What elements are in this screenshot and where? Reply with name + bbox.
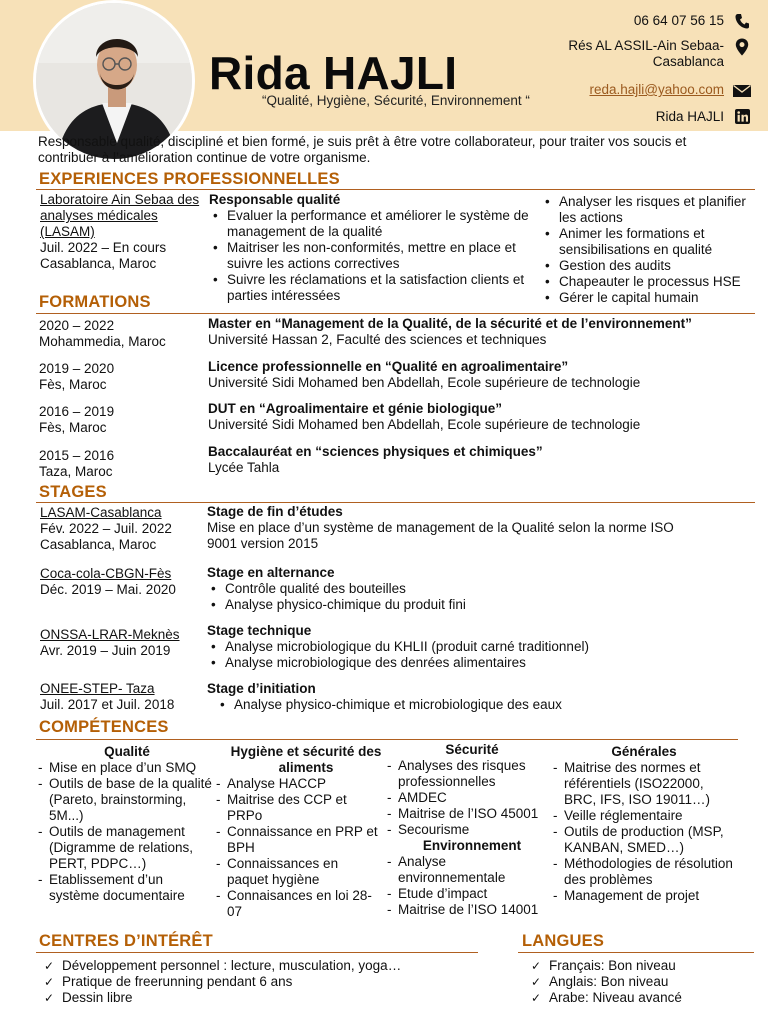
langues-block <box>527 958 757 1006</box>
interets-list <box>40 958 480 1006</box>
stage-type: Stage en alternance <box>207 565 335 580</box>
experience-location: Casablanca, Maroc <box>40 256 157 271</box>
formation-details <box>208 401 758 433</box>
list-item: - Outils de management (Digramme de relations, PERT, PDPC…) <box>38 824 216 872</box>
experience-company: Laboratoire Ain Sebaa des analyses médicales (LASAM) <box>40 192 200 239</box>
list-item: • Contrôle qualité des bouteilles <box>207 581 707 597</box>
experience-tasks-right <box>541 194 746 306</box>
experience-role: Responsable qualité <box>209 192 341 207</box>
stage-description: Mise en place d’un système de management de la Qualité selon la norme ISO 9001 version 2015 <box>207 520 674 551</box>
list-item: • Maitriser les non-conformités, mettre en place et suivre les actions correctives <box>209 240 535 272</box>
list-item: - Maitrise de l’ISO 14001 <box>387 902 557 918</box>
interets-block <box>40 958 480 1006</box>
formation-school: Université Sidi Mohamed ben Abdellah, Ecole supérieure de technologie <box>208 375 641 390</box>
list-item: - Connaisances en loi 28-07 <box>216 888 382 920</box>
contact-address <box>568 38 752 70</box>
formation-details <box>208 359 758 391</box>
competence-title: Hygiène et sécurité des aliments <box>230 744 382 775</box>
stage-dates: Déc. 2019 – Mai. 2020 <box>40 582 176 597</box>
formation-school: Lycée Tahla <box>208 460 280 475</box>
section-rule-interets <box>36 952 478 953</box>
list-item: • Chapeauter le processus HSE <box>541 274 746 290</box>
stage-location: Casablanca, Maroc <box>40 537 157 552</box>
section-title-langues: LANGUES <box>522 932 605 950</box>
linkedin-icon <box>732 109 752 124</box>
formation-location: Mohammedia, Maroc <box>39 334 166 349</box>
list-item: • Analyse microbiologique du KHLII (produit carné traditionnel) <box>207 639 747 655</box>
profile-summary: Responsable qualité, discipliné et bien formé, je suis prêt à être votre collaborateur, pour traiter vos soucis et contribuer à l’amélioration continue de votre organisme. <box>38 134 687 165</box>
list-item: - AMDEC <box>387 790 557 806</box>
list-item: - Etablissement d’un système documentaire <box>38 872 216 904</box>
section-rule-langues <box>518 952 754 953</box>
competence-list <box>387 758 557 838</box>
contact-email <box>589 82 752 98</box>
formation-details <box>208 316 758 348</box>
list-item: - Outils de production (MSP, KANBAN, SMED…) <box>553 824 735 856</box>
list-item: • Analyse physico-chimique du produit fini <box>207 597 707 613</box>
stage-type: Stage technique <box>207 623 312 638</box>
stage-company: ONEE-STEP- Taza <box>40 681 155 696</box>
stage-bullets <box>207 639 747 671</box>
list-item: ✓ Dessin libre <box>40 990 480 1006</box>
stage-dates: Fév. 2022 – Juil. 2022 <box>40 521 172 536</box>
list-item: ✓ Français: Bon niveau <box>527 958 757 974</box>
list-item: - Maitrise des CCP et PRPo <box>216 792 382 824</box>
list-item: • Animer les formations et sensibilisations en qualité <box>541 226 746 258</box>
section-title-interets: CENTRES D’INTÉRÊT <box>39 932 213 950</box>
location-pin-icon <box>732 38 752 56</box>
stage-type: Stage d’initiation <box>207 681 316 696</box>
formation-degree: Baccalauréat en “sciences physiques et chimiques” <box>208 444 543 459</box>
list-item: • Evaluer la performance et améliorer le système de management de la qualité <box>209 208 535 240</box>
formation-meta <box>39 404 114 436</box>
formation-location: Fès, Maroc <box>39 377 107 392</box>
list-item: - Etude d’impact <box>387 886 557 902</box>
list-item: - Connaissance en PRP et BPH <box>216 824 382 856</box>
competence-list <box>387 854 557 918</box>
experience-tasks-right-block <box>541 194 746 306</box>
list-item: - Maitrise des normes et référentiels (ISO22000, BRC, IFS, ISO 19011…) <box>553 760 735 808</box>
stage-company: LASAM-Casablanca <box>40 505 162 520</box>
experience-entry-meta <box>40 192 200 272</box>
stage-details <box>207 623 747 671</box>
competence-title-environnement: Environnement <box>422 838 522 853</box>
competence-list <box>553 760 735 904</box>
stage-details <box>207 504 707 552</box>
list-item: - Mise en place d’un SMQ <box>38 760 216 776</box>
list-item: - Analyse environnementale <box>387 854 557 886</box>
contact-linkedin <box>656 109 752 125</box>
list-item: - Analyses des risques professionnelles <box>387 758 557 790</box>
langues-list <box>527 958 757 1006</box>
list-item: - Maitrise de l’ISO 45001 <box>387 806 557 822</box>
formation-degree: Master en “Management de la Qualité, de la sécurité et de l’environnement” <box>208 316 692 331</box>
list-item: - Connaissances en paquet hygiène <box>216 856 382 888</box>
list-item: ✓ Pratique de freerunning pendant 6 ans <box>40 974 480 990</box>
envelope-icon <box>732 82 752 97</box>
email-link[interactable]: reda.hajli@yahoo.com <box>589 82 724 97</box>
competence-column-hygiene <box>216 744 382 920</box>
linkedin-name[interactable]: Rida HAJLI <box>655 109 724 124</box>
section-title-competences: COMPÉTENCES <box>39 718 169 736</box>
competence-column-generales <box>553 744 735 904</box>
experience-entry-details <box>209 192 535 304</box>
formation-dates: 2016 – 2019 <box>39 404 115 419</box>
candidate-name: Rida HAJLI <box>209 47 458 99</box>
list-item: - Méthodologies de résolution des problèmes <box>553 856 735 888</box>
phone-number: 06 64 07 56 15 <box>633 13 724 28</box>
formation-dates: 2019 – 2020 <box>39 361 115 376</box>
stage-company: Coca-cola-CBGN-Fès <box>40 566 172 581</box>
list-item: - Management de projet <box>553 888 735 904</box>
section-rule-formations <box>36 313 755 314</box>
formation-degree: DUT en “Agroalimentaire et génie biologique” <box>208 401 503 416</box>
stage-details <box>207 565 707 613</box>
stage-meta <box>40 627 180 659</box>
competence-column-qualite <box>38 744 216 904</box>
stage-dates: Avr. 2019 – Juin 2019 <box>40 643 171 658</box>
list-item: • Suivre les réclamations et la satisfaction clients et parties intéressées <box>209 272 535 304</box>
formation-meta <box>39 448 114 480</box>
competence-title: Qualité <box>104 744 150 759</box>
stage-meta <box>40 566 176 598</box>
list-item: - Veille réglementaire <box>553 808 735 824</box>
stage-details <box>207 681 747 713</box>
candidate-tagline: “Qualité, Hygiène, Sécurité, Environnement “ <box>262 93 530 108</box>
list-item: - Secourisme <box>387 822 557 838</box>
competence-list <box>216 776 382 920</box>
formation-school: Université Sidi Mohamed ben Abdellah, Ecole supérieure de technologie <box>208 417 641 432</box>
section-rule-stages <box>36 502 755 503</box>
competence-list <box>38 760 216 904</box>
formation-degree: Licence professionnelle en “Qualité en agroalimentaire” <box>208 359 569 374</box>
section-rule-experiences <box>36 189 755 190</box>
experience-dates: Juil. 2022 – En cours <box>40 240 167 255</box>
experience-tasks-left <box>209 208 535 304</box>
list-item: • Gestion des audits <box>541 258 746 274</box>
stage-dates: Juil. 2017 et Juil. 2018 <box>40 697 175 712</box>
list-item: • Gérer le capital humain <box>541 290 746 306</box>
list-item: • Analyse microbiologique des denrées alimentaires <box>207 655 747 671</box>
section-title-formations: FORMATIONS <box>39 293 151 311</box>
formation-location: Fès, Maroc <box>39 420 107 435</box>
stage-bullets <box>207 697 747 713</box>
stage-bullets <box>207 581 707 613</box>
formation-meta <box>39 318 166 350</box>
section-rule-competences <box>36 739 738 740</box>
stage-type: Stage de fin d’études <box>207 504 343 519</box>
address-text: Rés AL ASSIL-Ain Sebaa- Casablanca <box>568 38 724 69</box>
section-title-stages: STAGES <box>39 483 107 501</box>
formation-details <box>208 444 758 476</box>
list-item: ✓ Développement personnel : lecture, musculation, yoga… <box>40 958 480 974</box>
section-title-experiences: EXPERIENCES PROFESSIONNELLES <box>39 170 340 188</box>
competence-column-securite <box>387 742 557 918</box>
formation-meta <box>39 361 114 393</box>
list-item: • Analyser les risques et planifier les actions <box>541 194 746 226</box>
competence-title: Générales <box>611 744 677 759</box>
competence-title: Sécurité <box>445 742 499 757</box>
phone-icon <box>732 13 752 29</box>
list-item: - Analyse HACCP <box>216 776 382 792</box>
list-item: • Analyse physico-chimique et microbiologique des eaux <box>216 697 747 713</box>
stage-meta <box>40 681 174 713</box>
formation-location: Taza, Maroc <box>39 464 113 479</box>
list-item: ✓ Arabe: Niveau avancé <box>527 990 757 1006</box>
list-item: - Outils de base de la qualité (Pareto, brainstorming, 5M...) <box>38 776 216 824</box>
stage-meta <box>40 505 172 553</box>
formation-school: Université Hassan 2, Faculté des sciences et techniques <box>208 332 547 347</box>
formation-dates: 2020 – 2022 <box>39 318 115 333</box>
stage-company: ONSSA-LRAR-Meknès <box>40 627 180 642</box>
list-item: ✓ Anglais: Bon niveau <box>527 974 757 990</box>
formation-dates: 2015 – 2016 <box>39 448 115 463</box>
contact-phone <box>634 13 752 29</box>
